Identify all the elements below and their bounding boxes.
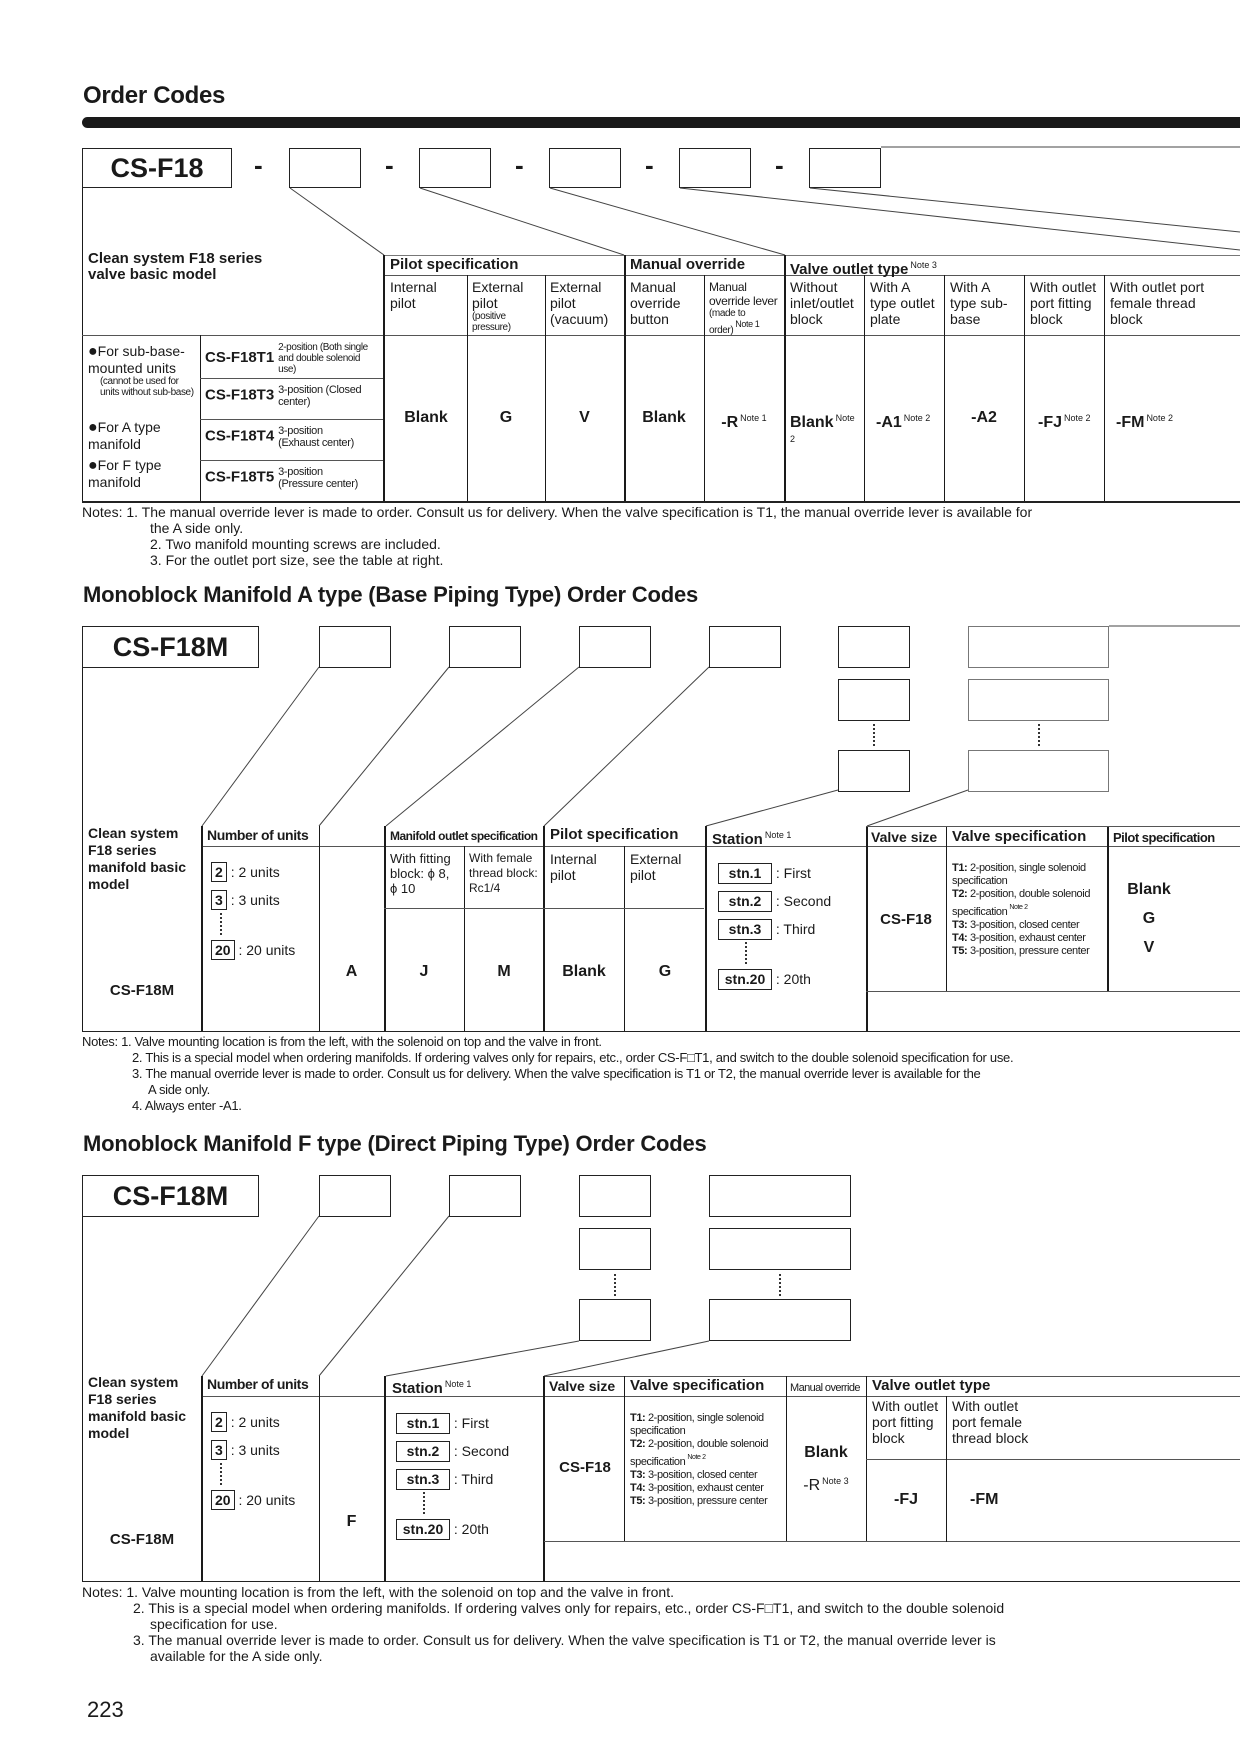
page-number: 223 <box>87 1697 124 1722</box>
pilot-code-box <box>289 148 361 188</box>
units-item: 2 : 2 units <box>207 1410 284 1434</box>
override-code-blank: Blank <box>804 1444 848 1461</box>
manifold-a-pilot-header: Pilot specification <box>550 826 679 843</box>
station-item: stn.2 : Second <box>714 889 835 914</box>
usage-a-type: ●For A type manifold <box>88 419 161 452</box>
outlet-opt-label: With A type outlet plate <box>870 279 935 327</box>
separator: - <box>254 150 263 180</box>
valve-spec-list: T1: 2-position, single solenoid specification T2: 2-position, double solenoid specification $^{Note 2}$ T3: 3-position, closed center T4: 3-position, exhaust center T5: 3-position, pressure center <box>630 1412 769 1507</box>
model-row-t1: CS-F18T1 2-position (Both single and double solenoid use) <box>205 342 368 375</box>
outlet-code-fm: -FM <box>970 1491 999 1508</box>
outlet-opt-label: With outlet port fitting block <box>1030 279 1097 327</box>
ellipsis <box>220 913 222 935</box>
station-code-box-2 <box>838 679 910 721</box>
outlet-opt-label: With outlet port fitting block <box>872 1398 939 1446</box>
pilot-code-blank: Blank <box>562 963 606 980</box>
station-item: stn.3 : Third <box>714 917 819 942</box>
override-code-r: -R $^{Note 1}$ <box>721 413 767 431</box>
title-rule <box>82 117 1240 128</box>
type-code-a: A <box>345 963 358 980</box>
manifold-a-model-code-box: CS-F18M <box>82 626 259 668</box>
station-item: stn.1 : First <box>714 861 815 886</box>
station-item: stn.20 : 20th <box>392 1517 493 1542</box>
valve-size-value: CS-F18 <box>880 911 932 928</box>
valve-spec-header: Valve specification <box>630 1377 765 1394</box>
ellipsis <box>423 1492 425 1514</box>
station-code-box-1 <box>838 626 910 668</box>
station-code-box-1 <box>579 1175 651 1217</box>
valve-code-box-20 <box>968 750 1109 792</box>
ellipsis <box>779 1274 781 1296</box>
valve-pilot-header: Pilot specification <box>1113 830 1215 845</box>
units-header: Number of units <box>207 827 309 843</box>
outlet-type-header: Valve outlet type <box>872 1377 991 1394</box>
pilot-code-g: G <box>499 409 513 426</box>
station-code-box-2 <box>579 1228 651 1270</box>
manifold-f-model-code-box: CS-F18M <box>82 1175 259 1217</box>
model-row-t5: CS-F18T5 3-position (Pressure center) <box>205 466 358 490</box>
manifold-f-basic-model-label: Clean system F18 series manifold basic model <box>88 1374 187 1441</box>
outlet-code-fj: -FJ <box>894 1491 918 1508</box>
ellipsis <box>1038 724 1040 746</box>
valve-model-code-box: CS-F18 <box>82 148 232 188</box>
separator: - <box>515 150 524 180</box>
station-item: stn.3 : Third <box>392 1467 497 1492</box>
valve-code-box-1 <box>968 626 1109 668</box>
outlet-spec-female-label: With female thread block: Rc1/4 <box>469 851 538 895</box>
valve-spec-list: T1: 2-position, single solenoid specification T2: 2-position, double solenoid specification $^{Note 2}$ T3: 3-position, closed center T4: 3-position, exhaust center T5: 3-position, pressure center <box>952 862 1091 957</box>
valve-size-header: Valve size <box>871 829 938 845</box>
usage-f-type: ●For F type manifold <box>88 457 162 490</box>
model-row-t4: CS-F18T4 3-position (Exhaust center) <box>205 425 354 449</box>
station-item: stn.20 : 20th <box>714 967 815 992</box>
manifold-f-title: Monoblock Manifold F type (Direct Piping Type) Order Codes <box>83 1131 707 1156</box>
outlet-code: -A2 <box>971 409 997 426</box>
valve-spec-header: Valve specification <box>952 828 1087 845</box>
outlet-type-header: Valve outlet type $^{Note 3}$ <box>790 260 937 278</box>
outlet-opt-label: With A type sub-base <box>950 279 1008 327</box>
pilot-internal-label: Internal pilot <box>550 851 597 883</box>
outlet-opt-label: Without inlet/outlet block <box>790 279 854 327</box>
outlet-code-box <box>549 148 621 188</box>
pilot-external-label: External pilot <box>630 851 682 883</box>
station-header: Station $^{Note 1}$ <box>712 830 792 848</box>
pilot-external-label: External pilot (positive pressure) <box>472 279 524 333</box>
page-title: Order Codes <box>83 82 226 109</box>
manifold-a-basic-model-code: CS-F18M <box>109 982 175 999</box>
valve-code-box-1 <box>709 1175 851 1217</box>
units-item: 20 : 20 units <box>207 938 299 962</box>
option-code-box-4 <box>679 148 751 188</box>
station-code-box-20 <box>579 1299 651 1341</box>
type-code-box <box>449 626 521 668</box>
outlet-code: Blank $^{Note 2}$ <box>790 413 855 444</box>
pilot-code-g: G <box>658 963 672 980</box>
option-code-box-5 <box>809 148 881 188</box>
outlet-code: -FM $^{Note 2}$ <box>1116 413 1173 431</box>
manifold-a-notes: Notes: 1. Valve mounting location is from the left, with the solenoid on top and the valve in front. 2. This is a special model when ordering manifolds. If ordering valves only for repairs, etc., order CS-F□T1, and switch to the double solenoid specification for use. 3. The manual override lever is made to order. Consult us for delivery. When the valve specification is T1 or T2, the manual override lever is available for the A side only. 4. Always enter -A1. <box>82 1034 1014 1113</box>
station-item: stn.1 : First <box>392 1411 493 1436</box>
outlet-spec-code-box <box>579 626 651 668</box>
manifold-f-basic-model-code: CS-F18M <box>109 1531 175 1548</box>
valve-notes: Notes: 1. The manual override lever is made to order. Consult us for delivery. When the valve specification is T1, the manual override lever is available for the A side only. 2. Two manifold mounting screws are included. 3. For the outlet port size, see the table at right. <box>82 504 1033 568</box>
usage-sub-base: ●For sub-base-mounted units (cannot be used for units without sub-base) <box>88 343 194 398</box>
override-code-r: -R $^{Note 3}$ <box>803 1476 849 1494</box>
valve-code-box-2 <box>709 1228 851 1270</box>
manifold-a-title: Monoblock Manifold A type (Base Piping Type) Order Codes <box>83 582 699 607</box>
pilot-code-blank: Blank <box>404 409 448 426</box>
outlet-code: -FJ $^{Note 2}$ <box>1038 413 1091 431</box>
outlet-spec-code-j: J <box>419 963 429 980</box>
separator: - <box>645 150 654 180</box>
manifold-a-basic-model-label: Clean system F18 series manifold basic model <box>88 825 187 892</box>
units-item: 3 : 3 units <box>207 888 284 912</box>
outlet-spec-header: Manifold outlet specification <box>390 829 538 843</box>
outlet-spec-code-m: M <box>497 963 511 980</box>
manual-override-header: Manual override <box>630 256 746 273</box>
valve-pilot-code: V <box>1143 939 1155 956</box>
manifold-f-notes: Notes: 1. Valve mounting location is from the left, with the solenoid on top and the valve in front. 2. This is a special model when ordering manifolds. If ordering valves only for repairs, etc., order CS-F□T1, and switch to the double solenoid specification for use. 3. The manual override lever is made to order. Consult us for delivery. When the valve specification is T1 or T2, the manual override lever is available for the A side only. <box>82 1584 1005 1664</box>
override-lever-label: Manual override lever (made to order)$^{Note 1}$ <box>709 280 778 336</box>
pilot-code-v: V <box>579 409 590 426</box>
station-code-box-20 <box>838 750 910 792</box>
model-row-t3: CS-F18T3 3-position (Closed center) <box>205 384 362 408</box>
outlet-opt-label: With outlet port female thread block <box>952 1398 1029 1446</box>
ellipsis <box>614 1274 616 1296</box>
units-item: 20 : 20 units <box>207 1488 299 1512</box>
ellipsis <box>220 1463 222 1485</box>
manual-override-header: Manual override <box>790 1382 860 1394</box>
valve-basic-model-label: Clean system F18 series valve basic model <box>88 250 263 283</box>
pilot-spec-header: Pilot specification <box>390 256 519 273</box>
valve-pilot-code: Blank <box>1127 881 1171 898</box>
units-item: 2 : 2 units <box>207 860 284 884</box>
valve-size-header: Valve size <box>549 1378 616 1394</box>
override-button-label: Manual override button <box>630 279 681 327</box>
type-code-f: F <box>346 1513 357 1530</box>
station-item: stn.2 : Second <box>392 1439 513 1464</box>
valve-size-value: CS-F18 <box>559 1459 611 1476</box>
valve-pilot-code: G <box>1142 910 1156 927</box>
override-code-blank: Blank <box>642 409 686 426</box>
ellipsis <box>745 942 747 964</box>
ellipsis <box>873 724 875 746</box>
separator: - <box>775 150 784 180</box>
type-code-box <box>449 1175 521 1217</box>
override-code-box <box>419 148 491 188</box>
outlet-spec-fitting-label: With fitting block: ϕ 8, ϕ 10 <box>390 851 451 896</box>
valve-code-box-20 <box>709 1299 851 1341</box>
pilot-vacuum-label: External pilot (vacuum) <box>550 279 609 327</box>
units-item: 3 : 3 units <box>207 1438 284 1462</box>
pilot-internal-label: Internal pilot <box>390 279 437 311</box>
valve-code-box-2 <box>968 679 1109 721</box>
outlet-opt-label: With outlet port female thread block <box>1110 279 1205 327</box>
separator: - <box>385 150 394 180</box>
outlet-code: -A1 $^{Note 2}$ <box>876 413 931 431</box>
pilot-code-box <box>709 626 781 668</box>
units-header: Number of units <box>207 1376 309 1392</box>
station-header: Station $^{Note 1}$ <box>392 1379 472 1397</box>
units-code-box <box>319 626 391 668</box>
units-code-box <box>319 1175 391 1217</box>
